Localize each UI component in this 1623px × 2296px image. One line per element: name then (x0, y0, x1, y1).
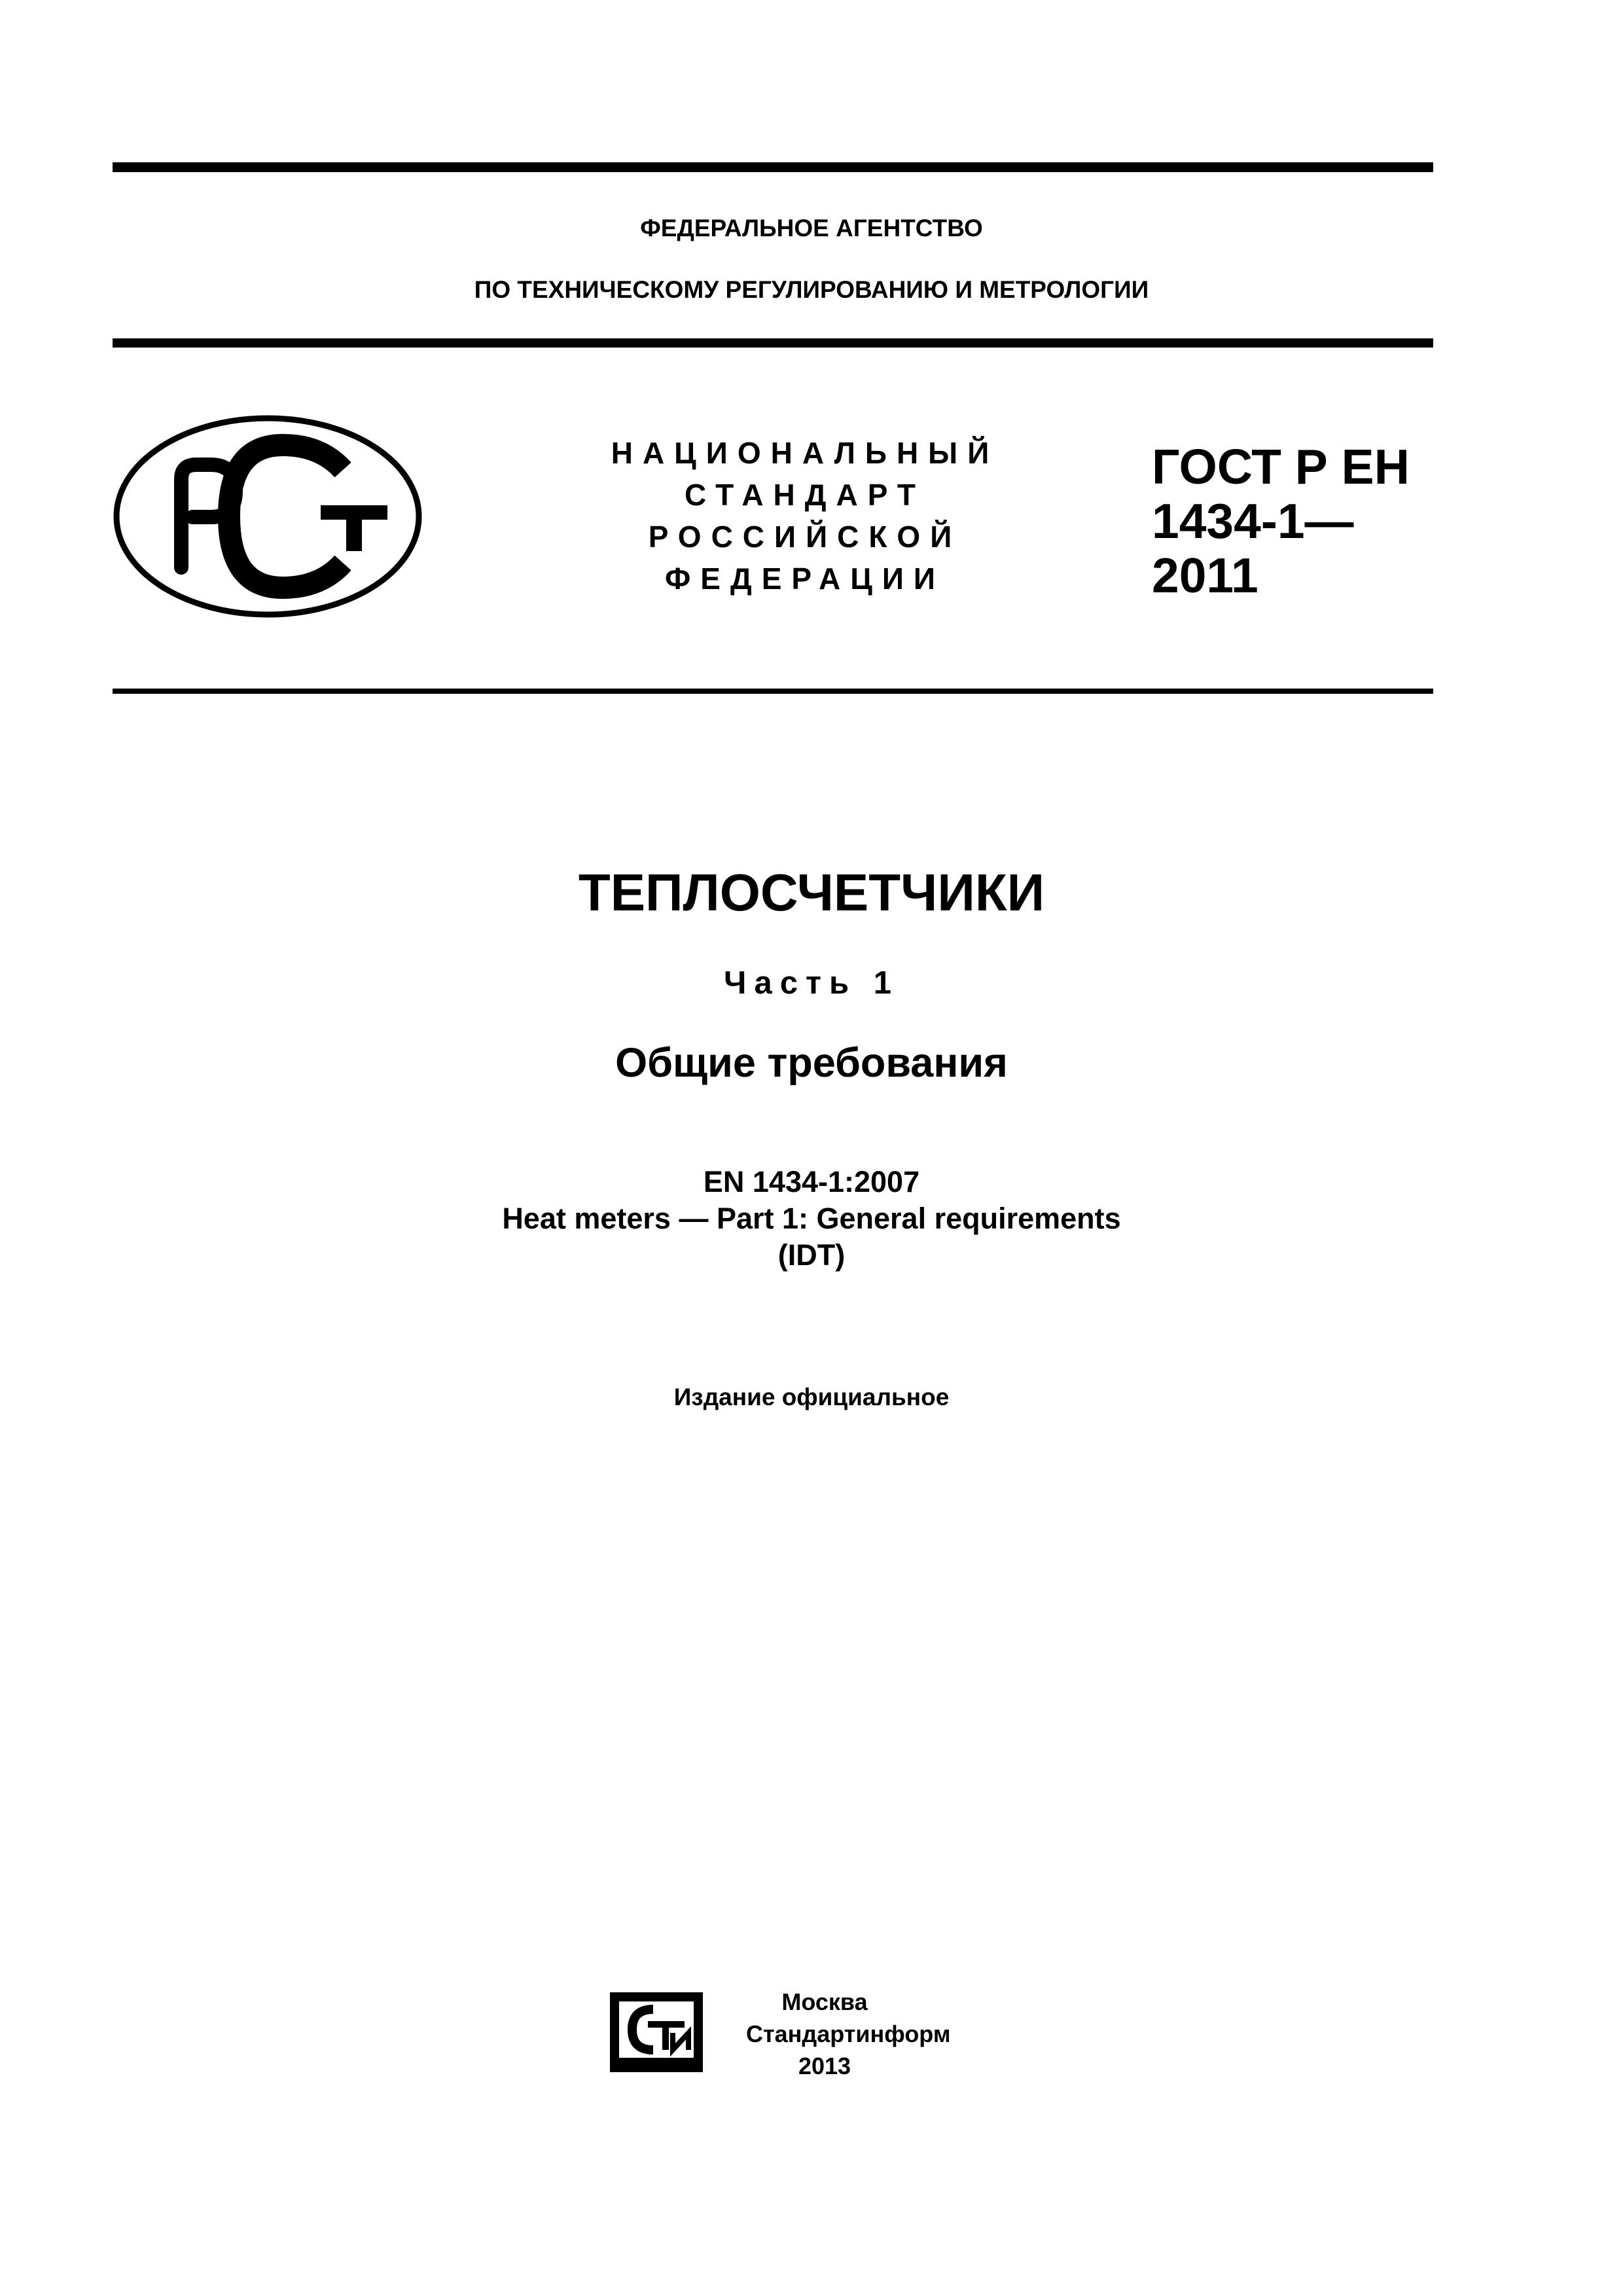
designation-line-3: 2011 (1152, 548, 1258, 603)
designation-divider (113, 689, 1433, 694)
document-title: ТЕПЛОСЧЕТЧИКИ (578, 863, 1045, 922)
edition-note: Издание официальное (673, 1384, 950, 1410)
top-rule (113, 162, 1433, 172)
standartinform-logo-icon (607, 1990, 705, 2075)
publisher-name: Стандартинформ (746, 2020, 951, 2047)
standard-type-line-2: СТАНДАРТ (685, 478, 925, 512)
agency-name-line-2: ПО ТЕХНИЧЕСКОМУ РЕГУЛИРОВАНИЮ И МЕТРОЛОГИИ (474, 276, 1149, 303)
header-divider (113, 338, 1433, 348)
publisher-city: Москва (781, 1988, 868, 2015)
equivalence-degree: (IDT) (777, 1238, 846, 1272)
standard-type-line-1: НАЦИОНАЛЬНЫЙ (611, 436, 999, 470)
standard-type-line-3: РОССИЙСКОЙ (648, 520, 962, 554)
part-label: Часть 1 (724, 965, 899, 1001)
designation-line-2: 1434-1— (1152, 493, 1354, 548)
agency-name-line-1: ФЕДЕРАЛЬНОЕ АГЕНТСТВО (640, 215, 983, 242)
publisher-block (746, 1986, 951, 2082)
source-standard-code: EN 1434-1:2007 (703, 1165, 920, 1198)
standard-type-line-4: ФЕДЕРАЦИИ (665, 562, 945, 596)
standard-type-label (550, 432, 1060, 600)
source-standard-title: Heat meters — Part 1: General requirements (502, 1202, 1121, 1235)
publication-year: 2013 (798, 2053, 851, 2079)
standard-designation (1152, 440, 1440, 603)
designation-line-1: ГОСТ Р ЕН (1152, 439, 1410, 494)
document-subtitle: Общие требования (615, 1040, 1008, 1086)
rst-emblem-icon (113, 414, 423, 620)
